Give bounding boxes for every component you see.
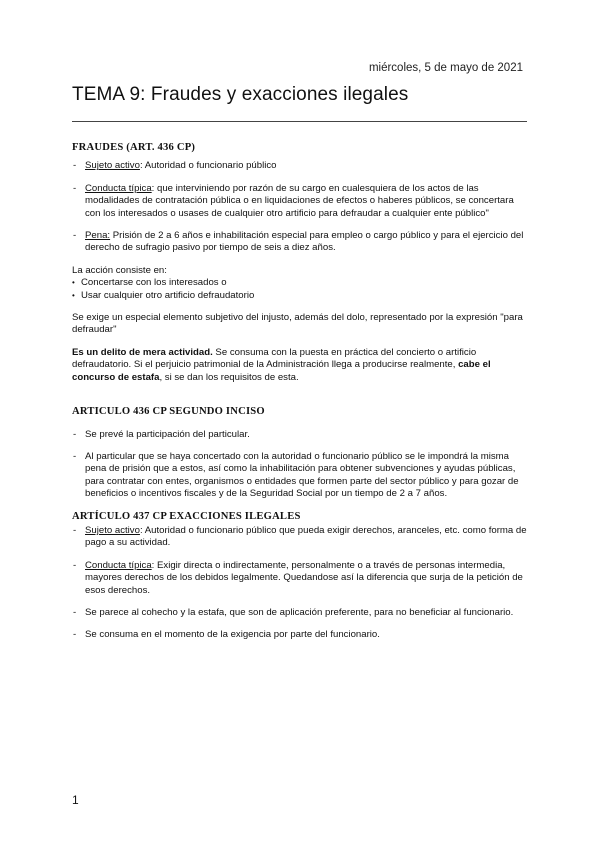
accion-item: • Usar cualquier otro artificio defraudatorio xyxy=(72,290,527,302)
list-item-pena xyxy=(72,230,527,255)
sujeto-text: : Autoridad o funcionario público xyxy=(139,160,277,172)
list-item: - Al particular que se haya concertado con la autoridad o funcionario público se le impondrá la misma pena de prisión que a estos, así como la inhabilitación para obtener subvenciones y ayudas públicas, para contratar con entes, organismos o entidades que formen parte del sector público y para gozar de beneficios o incentivos fiscales y de la Seguridad Social por un tiempo de 2 a 7 años. xyxy=(72,451,527,501)
accion-block xyxy=(72,265,527,302)
list-item-cohecho: - Se parece al cohecho y la estafa, que son de aplicación preferente, para no beneficiar al funcionario. xyxy=(72,607,527,619)
mera-bold-2: cabe el concurso de estafa xyxy=(72,359,491,383)
section-heading-segundo-inciso: ARTICULO 436 CP SEGUNDO INCISO xyxy=(72,406,265,418)
pena-text: Prisión de 2 a 6 años e inhabilitación especial para empleo o cargo público y para el ejercicio del derecho de sufragio pasivo por tiempo de seis a diez años. xyxy=(85,230,524,254)
sujeto-label: Sujeto activo xyxy=(85,160,140,172)
elemento-paragraph: Se exige un especial elemento subjetivo del injusto, además del dolo, representado por la expresión "para defraudar" xyxy=(72,312,523,336)
sujeto-text: : Autoridad o funcionario público que pueda exigir derechos, aranceles, etc. como forma de pago a su actividad. xyxy=(85,524,527,549)
section-heading-exacciones: ARTÍCULO 437 CP EXACCIONES ILEGALES xyxy=(72,510,301,522)
page-number: 1 xyxy=(72,793,79,807)
exacciones-list xyxy=(72,525,527,642)
list-item-sujeto xyxy=(72,160,527,172)
mera-actividad-paragraph xyxy=(72,347,527,384)
document-date: miércoles, 5 de mayo de 2021 xyxy=(368,62,523,74)
fraudes-list xyxy=(72,160,527,254)
list-item: - Se prevé la participación del particular. xyxy=(72,429,527,441)
accion-list xyxy=(72,277,527,302)
page-title: TEMA 9: Fraudes y exacciones ilegales xyxy=(72,84,409,105)
list-item-conducta xyxy=(72,560,527,597)
accion-intro: La acción consiste en: xyxy=(72,264,167,276)
section-heading-fraudes: FRAUDES (ART. 436 CP) xyxy=(72,142,196,153)
list-item-sujeto xyxy=(72,525,527,550)
accion-item: • Concertarse con los interesados o xyxy=(72,277,527,289)
conducta-label: Conducta típica xyxy=(85,559,152,571)
mera-text: Se consuma con la puesta en práctica del concierto o artificio defraudatorio. Si el perjuicio patrimonial de la Administración llega a producirse realmente, xyxy=(72,346,477,371)
list-item-conducta xyxy=(72,183,527,220)
conducta-label: Conducta típica xyxy=(85,182,152,194)
conducta-text: : que interviniendo por razón de su cargo en cualesquiera de los actos de las modalidades de contratación pública o en liquidaciones de efectos o haberes públicos, se concertara con los interesados o usases de cualquier otro artificio para defraudar a cualquier ente público" xyxy=(85,182,514,219)
pena-label: Pena: xyxy=(85,230,111,242)
mera-bold: Es un delito de mera actividad. xyxy=(72,346,213,358)
document-body xyxy=(72,142,527,652)
sujeto-label: Sujeto activo xyxy=(85,524,140,536)
list-item-consuma: - Se consuma en el momento de la exigencia por parte del funcionario. xyxy=(72,629,527,641)
title-divider xyxy=(72,121,527,122)
mera-text-2: , si se dan los requisitos de esta. xyxy=(159,371,299,383)
conducta-text: : Exigir directa o indirectamente, personalmente o a través de personas intermedia, mayores derechos de los debidos legalmente. Quedandose así la diferencia que surja de la petición de esos derechos. xyxy=(85,559,523,596)
segundo-list xyxy=(72,429,527,501)
